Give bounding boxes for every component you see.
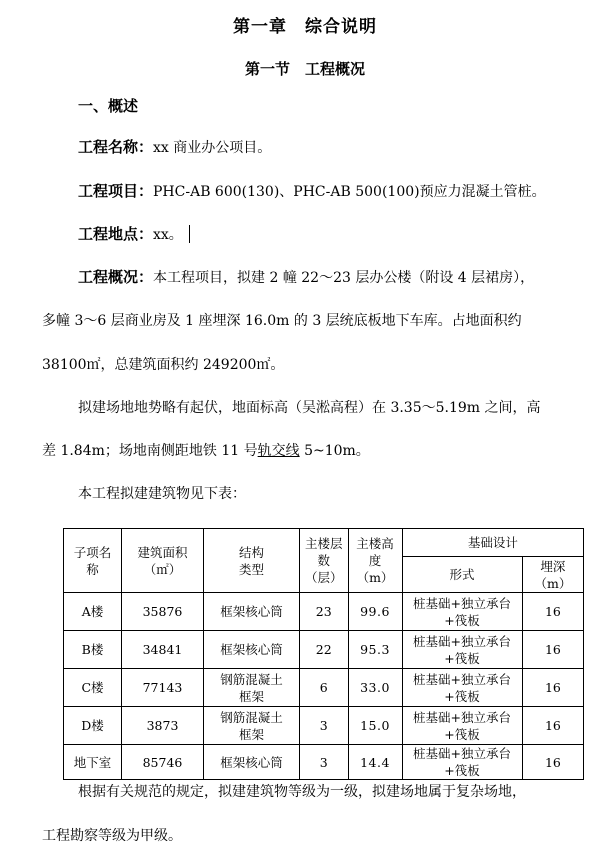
project-location-line[interactable]: [78, 224, 190, 245]
project-name-label: 工程名称：: [78, 138, 154, 156]
terrain-line1: 拟建场地地势略有起伏，地面标高（吴淞高程）在 3.35～5.19m 之间，高: [78, 400, 541, 416]
cell-form-b: +筏板: [444, 612, 480, 628]
cell-form: [402, 707, 522, 745]
conclusion-line1: 根据有关规范的规定，拟建建筑物等级为一级，拟建场地属于复杂场地，: [78, 784, 526, 800]
project-location-value: xx。: [153, 227, 183, 243]
header-depth: 埋深（m）: [522, 557, 584, 593]
cell-depth: 16: [522, 707, 584, 745]
heading-overview: 一、概述: [78, 97, 139, 115]
cell-structure: 钢筋混凝土框架: [204, 707, 300, 745]
terrain-underlined: 轨交线: [257, 443, 300, 459]
table-row: [64, 745, 584, 780]
cell-height: 14.4: [348, 745, 402, 780]
project-overview-text1: 本工程项目，拟建 2 幢 22～23 层办公楼（附设 4 层裙房），: [153, 270, 535, 286]
cell-depth: 16: [522, 593, 584, 631]
project-overview-label: 工程概况：: [78, 268, 154, 286]
cell-area: 3873: [122, 707, 204, 745]
conclusion-line2: 工程勘察等级为甲级。: [42, 828, 182, 844]
cell-form-a: 桩基础+独立承台: [413, 671, 511, 687]
cell-form: [402, 669, 522, 707]
cell-depth: 16: [522, 631, 584, 669]
project-item-line: [78, 181, 546, 202]
terrain-line2: [42, 441, 370, 461]
table-row: [64, 593, 584, 631]
header-area: 建筑面积（㎡）: [122, 529, 204, 593]
cell-form-a: 桩基础+独立承台: [413, 709, 511, 725]
project-location-label: 工程地点：: [78, 225, 154, 243]
project-item-label: 工程项目：: [78, 182, 154, 200]
cell-area: 35876: [122, 593, 204, 631]
cell-area: 77143: [122, 669, 204, 707]
cell-height: 15.0: [348, 707, 402, 745]
cell-form: [402, 631, 522, 669]
cell-form: [402, 593, 522, 631]
project-name-line: [78, 137, 271, 158]
cell-name: A楼: [64, 593, 122, 631]
header-structure: 结构类型: [204, 529, 300, 593]
cell-structure: 框架核心筒: [204, 745, 300, 780]
cell-form-b: +筏板: [444, 650, 480, 666]
cell-form-a: 桩基础+独立承台: [413, 595, 511, 611]
cell-structure: 钢筋混凝土框架: [204, 669, 300, 707]
buildings-table: [63, 528, 584, 780]
cell-depth: 16: [522, 745, 584, 780]
cell-floors: 3: [300, 745, 349, 780]
project-overview-line1: [78, 267, 534, 288]
cell-structure: 框架核心筒: [204, 593, 300, 631]
cell-form-b: +筏板: [444, 688, 480, 704]
cell-name: C楼: [64, 669, 122, 707]
header-foundation: 基础设计: [402, 529, 584, 557]
table-intro: 本工程拟建建筑物见下表：: [78, 486, 246, 502]
header-item: 子项名称: [64, 529, 122, 593]
cell-height: 99.6: [348, 593, 402, 631]
header-height: 主楼高度（m）: [348, 529, 402, 593]
cell-name: B楼: [64, 631, 122, 669]
header-form: 形式: [402, 557, 522, 593]
cell-floors: 6: [300, 669, 349, 707]
cell-area: 34841: [122, 631, 204, 669]
table-row: [64, 669, 584, 707]
cell-depth: 16: [522, 669, 584, 707]
chapter-title: 第一章 综合说明: [233, 17, 377, 37]
project-item-value: PHC-AB 600(130)、PHC-AB 500(100)预应力混凝土管桩。: [153, 184, 546, 200]
cell-form-b: +筏板: [444, 763, 480, 778]
project-overview-line3: 38100㎡，总建筑面积约 249200㎡。: [42, 357, 285, 373]
cell-form-a: 桩基础+独立承台: [413, 633, 511, 649]
table-row: [64, 631, 584, 669]
cell-height: 95.3: [348, 631, 402, 669]
cell-form-b: +筏板: [444, 726, 480, 742]
project-name-value: xx 商业办公项目。: [153, 140, 272, 156]
cell-name: 地下室: [64, 745, 122, 780]
section-title: 第一节 工程概况: [244, 60, 365, 78]
project-overview-line2: 多幢 3～6 层商业房及 1 座埋深 16.0m 的 3 层统底板地下车库。占地面积约: [42, 313, 522, 329]
table-row: [64, 707, 584, 745]
cell-floors: 23: [300, 593, 349, 631]
cell-form-a: 桩基础+独立承台: [413, 746, 511, 761]
cell-height: 33.0: [348, 669, 402, 707]
cell-structure: 框架核心筒: [204, 631, 300, 669]
terrain-text-b: 5~10m。: [299, 443, 370, 459]
cell-floors: 3: [300, 707, 349, 745]
cell-area: 85746: [122, 745, 204, 780]
terrain-text-a: 差 1.84m；场地南侧距地铁 11 号: [42, 443, 258, 459]
text-cursor: [189, 225, 191, 243]
header-floors: 主楼层数（层）: [300, 529, 349, 593]
cell-form: [402, 745, 522, 780]
cell-floors: 22: [300, 631, 349, 669]
cell-name: D楼: [64, 707, 122, 745]
